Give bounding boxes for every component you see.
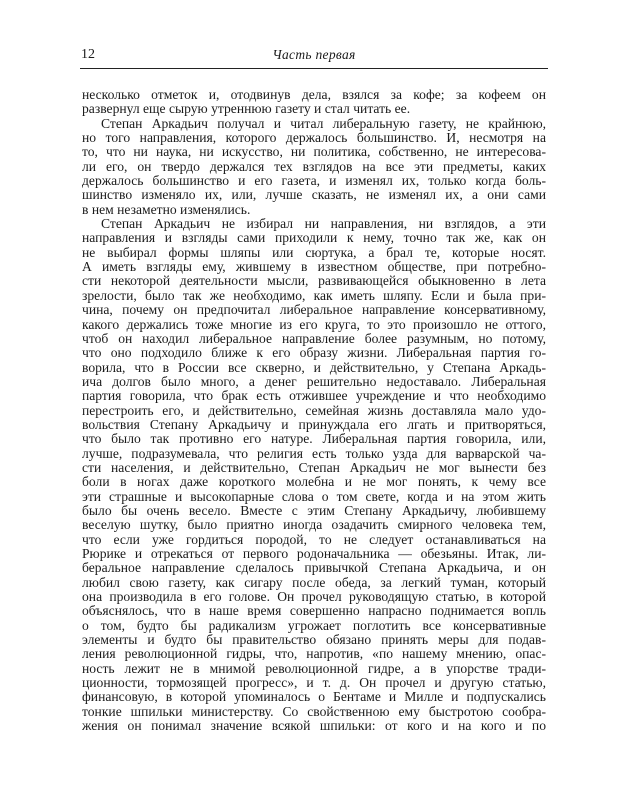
text-line: какого держались тоже многие из его круга, то это произошло не оттого,	[82, 316, 546, 332]
text-line: партия говорила, что брак есть отжившее учреждение и что необходимо	[82, 388, 546, 404]
text-line: перестроить его, и действительно, семейная жизнь доставляла мало удо-	[82, 402, 546, 418]
text-line: сти населения, и действительно, Степан Аркадьич не мог вынести без	[82, 459, 546, 475]
text-line: направления и взгляды сами приходили к нему, точно так же, как он	[82, 230, 546, 246]
text-line: сти некоторой деятельности мысли, развивающейся обыкновенно в лета	[82, 273, 546, 289]
text-line: лучше, подразумевала, что религия есть только узда для варварской ча-	[82, 445, 546, 461]
text-line: о том, будто бы радикализм угрожает поглотить все консервативные	[82, 617, 546, 633]
text-line: А иметь взгляды ему, жившему в известном обществе, при потребно-	[82, 259, 546, 275]
text-line: то, что ни наука, ни искусство, ни политика, собственно, не интересова-	[82, 144, 546, 160]
text-line: финансовую, в которой упоминалось о Бентаме и Милле и подпускались	[82, 689, 546, 705]
text-line: беральное направление сделалось привычкой Степана Аркадьича, и он	[82, 560, 546, 576]
text-line: объяснялось, что в наше время совершенно напрасно поднимается вопль	[82, 603, 546, 619]
paragraph	[82, 117, 546, 217]
text-line: Рюрике и отрекаться от первого родоначальника — обезьяны. Итак, ли-	[82, 546, 546, 561]
text-line: элементы и будто бы правительство обязано принять меры для подав-	[82, 632, 546, 648]
text-line: Степан Аркадьич не избирал ни направления, ни взглядов, а эти	[101, 216, 546, 232]
page-body-text	[82, 88, 546, 733]
text-line: чтоб он находил либеральное направление более разумным, но потому,	[82, 330, 546, 346]
text-line: развернул еще сырую утреннюю газету и стал читать ее.	[82, 101, 411, 117]
text-line: жения он понимал значение всякой шпильки: от кого и на кого и по	[82, 718, 546, 734]
text-line: ли его, он твердо держался тех взглядов на все эти предметы, каких	[82, 158, 546, 174]
text-line: что было так противно его натуре. Либеральная партия говорила, или,	[82, 431, 546, 447]
paragraph	[82, 217, 546, 733]
text-line: ворила, что в России все скверно, и действительно, у Степана Аркадь-	[82, 359, 546, 375]
text-line: зрелости, было так же необходимо, как иметь шляпу. Если и была при-	[82, 287, 546, 303]
text-line: Степан Аркадьич получал и читал либеральную газету, не крайнюю,	[101, 115, 546, 131]
text-line: не выбирал формы шляпы или сюртука, а брал те, которые носят.	[82, 244, 546, 260]
running-title: Часть первая	[272, 47, 356, 62]
text-line: боли в ногах даже короткого молебна и не мог понять, к чему все	[82, 474, 546, 490]
text-line: чина, почему он предпочитал либеральное направление консервативному,	[82, 302, 546, 318]
text-line: ность лежит не в мнимой революционной гидре, а в упорстве тради-	[82, 660, 546, 676]
text-line: любил свою газету, как сигару после обеда, за легкий туман, который	[82, 574, 546, 590]
text-line: эти страшные и высокопарные слова о том свете, когда и на этом жить	[82, 488, 546, 504]
text-line: веселую шутку, было приятно иногда озадачить смирного человека тем,	[82, 517, 546, 533]
text-line: несколько отметок и, отодвинув дела, взялся за кофе; за кофеем он	[82, 87, 546, 102]
page-number: 12	[81, 47, 95, 62]
text-line: ления революционной гидры, что, напротив, «по нашему мнению, опас-	[82, 646, 546, 662]
header-rule	[80, 68, 548, 69]
paragraph	[82, 88, 546, 117]
running-header	[81, 47, 547, 67]
text-line: она производила в его голове. Он прочел руководящую статью, в которой	[82, 589, 546, 605]
text-line: но того направления, которого держалось большинство. И, несмотря на	[82, 130, 546, 146]
text-line: шинство изменяло их, или, лучше сказать, не изменял их, а они сами	[82, 187, 546, 203]
text-line: ционности, тормозящей прогресс», и т. д. Он прочел и другую статью,	[82, 675, 546, 691]
text-line: вольствия Степану Аркадьичу и принуждала его лгать и притворяться,	[82, 416, 546, 432]
text-line: что оно подходило ближе к его образу жизни. Либеральная партия го-	[82, 345, 546, 361]
text-line: держалось большинство и его газета, и изменял их, только когда боль-	[82, 173, 546, 189]
text-line: что если уже гордиться породой, то не следует останавливаться на	[82, 531, 546, 547]
text-line: было бы очень весело. Вместе с этим Степану Аркадьичу, любившему	[82, 502, 546, 518]
text-line: ича долгов было много, а денег решительно недоставало. Либеральная	[82, 373, 546, 389]
text-line: в нем незаметно изменялись.	[82, 201, 251, 217]
text-line: тонкие шпильки министерству. Со свойственною ему быстротою сообра-	[82, 703, 546, 719]
